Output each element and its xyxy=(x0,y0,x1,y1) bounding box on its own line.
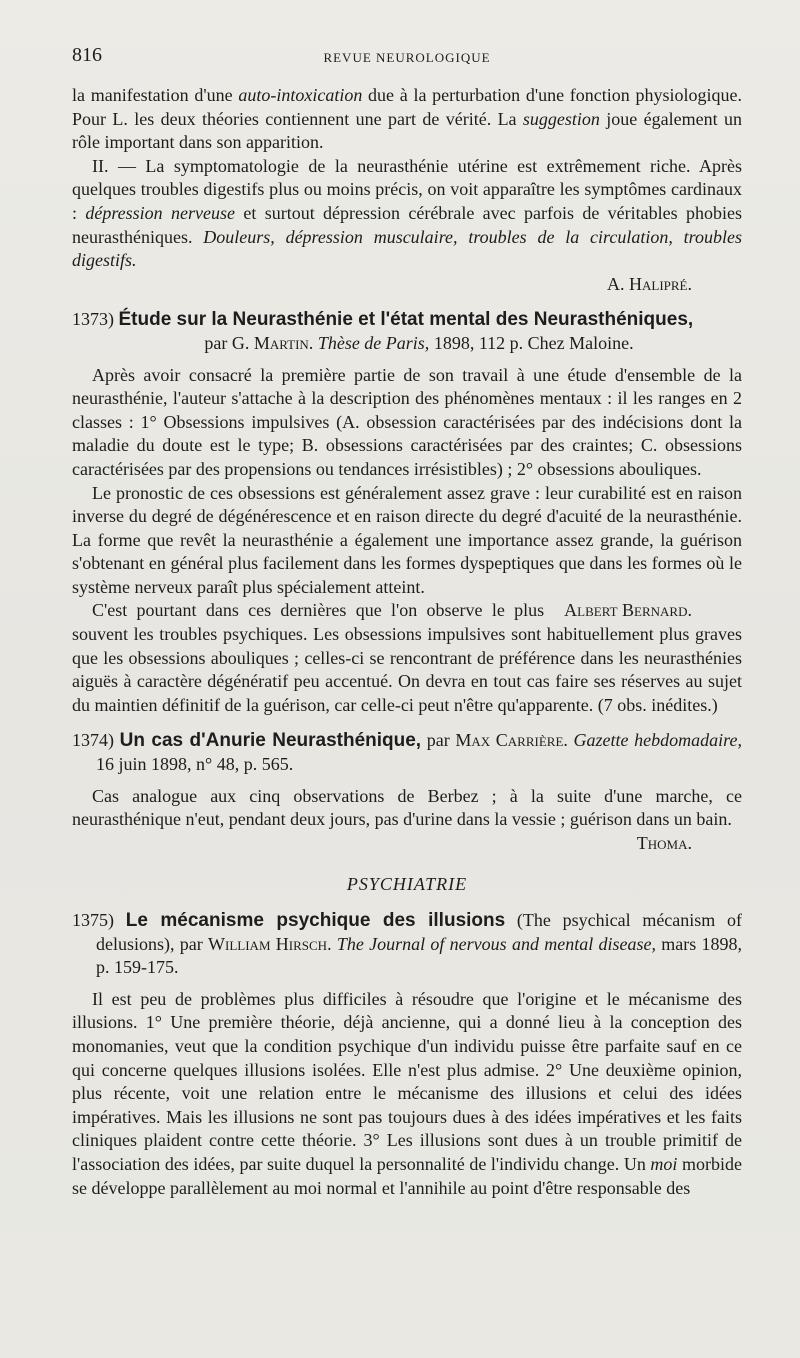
entry-paragraph: Albert Bernard. C'est pourtant dans ces dernières que l'on observe le plus souvent les troubles psychiques. Les obsessions impulsives sont habituellement plus graves que les obsessions abouliques ; celles-ci se rencontrant de préférence dans les neurasthénies aiguës à caractère dégénératif peu accentué. On devra en tout cas faire ses réserves au sujet du maintien définitif de la guérison, car celle-ci peut n'être qu'apparente. (7 obs. inédites.) xyxy=(72,600,742,715)
entry-title: Étude sur la Neurasthénie et l'état mental des Neurasthéniques, xyxy=(118,309,694,331)
entry-paragraph: Il est peu de problèmes plus difficiles à résoudre que l'origine et le mécanisme des illusions. 1° Une première théorie, déjà ancienne, qui a donné lieu à la conception des monomanies, veut que la condition psychique d'un individu puisse être parfaite sauf en ce qui concerne quelques illusions isolées. Elle n'est plus admise. 2° Une deuxième opinion, plus récente, voit une relation entre le mécanisme des illusions et celui des idées impératives. Mais les illusions ne sont pas toujours dues à des idées impératives et les faits cliniques plaident contre cette théorie. 3° Les illusions sont dues à un trouble primitif de l'association des idées, par suite duquel la personnalité de l'individu change. Un moi morbide se développe parallèlement au moi normal et l'annihile au point d'être responsable des xyxy=(72,988,742,1198)
entry-title: Un cas d'Anurie Neurasthénique, xyxy=(119,730,422,752)
continuation-paragraph: la manifestation d'une auto-intoxication due à la perturbation d'une fonction physiologique. Pour L. les deux théories contiennent une part de vérité. La suggestion joue également un rôle important dans son apparition. xyxy=(72,85,742,153)
entry-heading xyxy=(72,308,742,355)
entry-1375 xyxy=(72,909,742,1200)
signature-thoma: Thoma. xyxy=(636,832,692,853)
page-number: 816 xyxy=(72,44,102,66)
entry-paragraph: Après avoir consacré la première partie de son travail à une étude d'ensemble de la neurasthénie, l'auteur s'attache à la description des phénomènes mentaux : il les ranges en 2 classes : 1° Obsessions impulsives (A. obsession caractérisées par des indécisions dont la maladie du doute est le type; B. obsessions caractérisées par des craintes; C. obsessions caractérisées par des propensions ou tendances irrésistibles) ; 2° obsessions abouliques. xyxy=(72,364,742,479)
page-body xyxy=(72,84,742,1200)
entry-reference: par G. Martin. Thèse de Paris, 1898, 112 p. Chez Maloine. xyxy=(204,332,634,353)
entry-number: 1375) xyxy=(72,910,114,930)
entry-paragraph: Le pronostic de ces obsessions est généralement assez grave : leur curabilité est en raison inverse du degré de dégénérescence et en raison directe du degré d'acuité de la neurasthénie. La forme que revêt la neurasthénie a également une importance assez grande, la guérison s'obtenant en général plus facilement dans les formes dyspeptiques que dans les formes où le système nerveux paraît plus spécialement atteint. xyxy=(72,482,742,597)
continuation-paragraph-2: II. — La symptomatologie de la neurasthénie utérine est extrêmement riche. Après quelques troubles digestifs plus ou moins précis, on voit apparaître les symptômes cardinaux : dépression nerveuse et surtout dépression cérébrale avec parfois de véritables phobies neurasthéniques. Douleurs, dépression musculaire, troubles de la circulation, troubles digestifs. xyxy=(72,155,742,271)
page-header xyxy=(72,44,742,72)
entry-journal: The Journal of nervous and mental disease, xyxy=(336,933,656,954)
running-title: REVUE NEUROLOGIQUE xyxy=(323,50,491,65)
entry-number: 1374) xyxy=(72,730,114,751)
entry-journal: Gazette hebdomadaire, xyxy=(573,730,742,751)
entry-body xyxy=(72,364,742,718)
entry-1374 xyxy=(72,729,742,855)
signature-halipre: A. Halipré. xyxy=(607,273,692,294)
entry-heading: 1374) Un cas d'Anurie Neurasthénique, par Max Carrière. Gazette hebdomadaire, 16 juin 1898, n° 48, p. 565. xyxy=(72,730,742,775)
entry-1373 xyxy=(72,308,742,717)
entry-title: Le mécanisme psychique des illusions xyxy=(125,910,506,931)
entry-body xyxy=(72,785,742,856)
entry-author: Max Carrière. xyxy=(455,730,568,751)
entry-heading: 1375) Le mécanisme psychique des illusions (The psychical mécanism of delusions), par William Hirsch. The Journal of nervous and mental disease, mars 1898, p. 159-175. xyxy=(72,910,743,978)
entry-author: William Hirsch. xyxy=(208,933,332,954)
entry-body xyxy=(72,988,742,1200)
signature-bernard: Albert Bernard. xyxy=(564,600,692,621)
entry-number: 1373) xyxy=(72,309,114,330)
entry-paragraph: Cas analogue aux cinq observations de Berbez ; à la suite d'une marche, ce neurasthénique n'eut, pendant deux jours, pas d'urine dans la vessie ; guérison dans un bain. xyxy=(72,785,742,830)
section-heading: PSYCHIATRIE xyxy=(346,874,468,895)
